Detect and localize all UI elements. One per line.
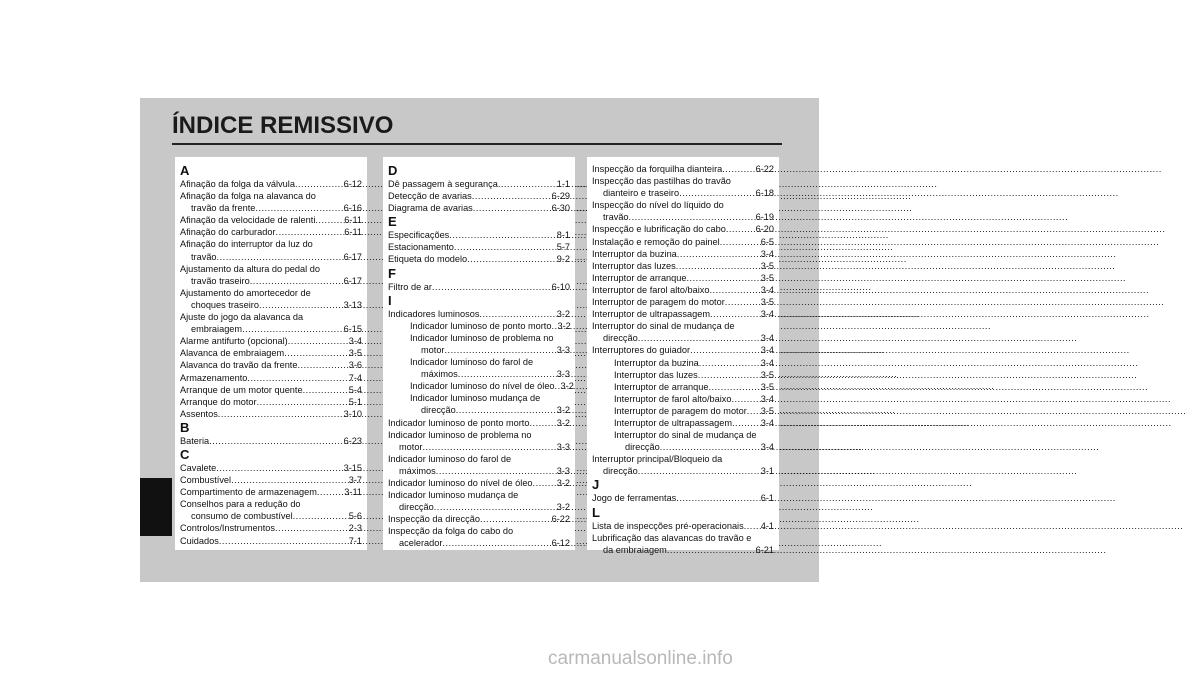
index-entry-text: Indicador luminoso do farol de	[388, 453, 512, 464]
index-entry	[388, 477, 570, 489]
dot-leader	[255, 202, 343, 214]
index-page-number: 3-2	[556, 417, 570, 428]
index-entry-text: travão	[603, 212, 629, 223]
index-entry-text: direcção	[625, 442, 660, 453]
index-entry	[180, 396, 362, 408]
dot-leader	[744, 520, 761, 532]
index-letter-heading: J	[592, 477, 600, 493]
index-entry-text: Interruptores do guiador	[592, 345, 691, 356]
index-entry-text: Indicador luminoso mudança de	[388, 490, 519, 501]
index-page-number: 6-17	[343, 251, 362, 262]
dot-leader	[720, 236, 761, 248]
index-entry-text: Lista de inspecções pré-operacionais	[592, 520, 744, 531]
index-page-number: 6-5	[760, 236, 774, 247]
dot-leader	[687, 272, 761, 284]
index-entry-text: Inspecção da folga do cabo do	[388, 526, 514, 537]
index-page-number: 3-3	[556, 465, 570, 476]
index-entry-text: Alavanca de embraiagem	[180, 348, 285, 359]
index-entry	[388, 441, 570, 453]
index-entry	[180, 275, 362, 287]
dot-leader	[295, 178, 344, 190]
index-entry-text: Indicador luminoso de problema no	[388, 429, 532, 440]
index-page-number: 4-1	[760, 520, 774, 531]
dot-leader	[638, 332, 761, 344]
index-entry-text: choques traseiro	[191, 299, 259, 310]
index-entry	[592, 223, 774, 235]
index-page-number: 6-12	[343, 179, 362, 189]
dot-leader	[690, 344, 761, 356]
index-entry	[592, 284, 774, 296]
dot-leader	[219, 535, 349, 547]
dot-leader	[247, 372, 348, 384]
index-letter-heading: E	[388, 214, 397, 230]
index-page-number: 3-2	[556, 477, 570, 488]
index-page-number: 3-7	[348, 475, 362, 486]
index-entry	[180, 359, 362, 371]
index-column-3	[587, 157, 779, 555]
dot-leader	[529, 417, 556, 429]
index-entry-text: Conselhos para a redução do	[180, 499, 301, 510]
index-entry	[592, 405, 774, 417]
dot-leader	[709, 381, 761, 393]
index-page-number: 3-6	[348, 360, 362, 371]
index-entry	[180, 347, 362, 359]
index-entry	[388, 308, 570, 320]
index-page-number: 3-2	[556, 502, 570, 513]
index-page-number: 3-4	[760, 309, 774, 320]
index-entry-text: direcção	[399, 502, 434, 513]
dot-leader	[209, 435, 343, 447]
index-entry-text: Interruptor de arranque	[592, 272, 687, 283]
index-entry-text: embraiagem	[191, 324, 243, 335]
index-page-number: 3-4	[760, 393, 774, 404]
index-entry-text: Interruptor da buzina	[592, 248, 677, 259]
index-entry	[180, 335, 362, 347]
index-entry	[592, 236, 774, 248]
index-entry	[180, 510, 362, 522]
dot-leader	[442, 537, 551, 549]
index-entry-text: Interruptor principal/Bloqueio da	[592, 454, 723, 465]
index-entry	[592, 260, 774, 272]
index-page-number: 3-5	[348, 348, 362, 359]
index-page-number: 7-4	[348, 372, 362, 383]
dot-leader	[660, 441, 761, 453]
index-page-number: 6-17	[343, 275, 362, 286]
index-entry	[388, 178, 570, 190]
page-title: ÍNDICE REMISSIVO	[172, 112, 394, 139]
index-entry	[592, 344, 774, 356]
index-entry-text: Ajuste do jogo da alavanca da	[180, 312, 304, 323]
index-entry-text: Lubrificação das alavancas do travão e	[592, 532, 752, 543]
index-entry	[592, 417, 774, 429]
index-entry	[388, 281, 570, 293]
index-entry	[180, 202, 362, 214]
dot-leader	[432, 281, 552, 293]
index-page-number: 8-1	[556, 230, 570, 241]
index-entry	[592, 332, 774, 344]
index-entry-text: Indicador luminoso do nível de óleo	[388, 477, 533, 488]
index-entry-text: Interruptor de arranque	[614, 381, 709, 392]
index-entry	[388, 202, 570, 214]
index-entry	[180, 178, 362, 190]
dot-leader	[676, 492, 760, 504]
index-entry-text: direcção	[421, 405, 456, 416]
index-page-number: 1-1	[556, 179, 570, 189]
index-entry	[592, 308, 774, 320]
index-page-number: 3-13	[343, 299, 362, 310]
index-entry-text: travão da frente	[191, 203, 256, 214]
index-letter-heading: A	[180, 163, 190, 178]
dot-leader	[218, 408, 344, 420]
index-entry	[180, 384, 362, 396]
index-entry-text: máximos	[421, 369, 458, 380]
index-entry-text: Interruptor do sinal de mudança de	[592, 321, 735, 332]
index-page-number: 3-3	[556, 369, 570, 380]
dot-leader	[217, 251, 344, 263]
index-page-number: 3-5	[760, 297, 774, 308]
index-entry	[388, 344, 570, 356]
index-entry-text: Interruptor de farol alto/baixo	[592, 284, 710, 295]
dot-leader	[445, 344, 557, 356]
index-entry-text: Alavanca do travão da frente	[180, 360, 298, 371]
dot-leader	[259, 299, 344, 311]
dot-leader	[679, 187, 756, 199]
index-page-number: 3-2	[556, 405, 570, 416]
index-entry	[592, 272, 774, 284]
index-entry	[180, 214, 362, 226]
index-entry	[180, 474, 362, 486]
index-page-number: 9-2	[556, 254, 570, 265]
index-entry	[388, 368, 570, 380]
index-page-number: 5-7	[556, 242, 570, 253]
index-page-number: 3-5	[760, 260, 774, 271]
index-entry-text: máximos	[399, 465, 436, 476]
index-page-number: 2-3	[348, 523, 362, 534]
index-entry	[388, 229, 570, 241]
index-entry	[388, 417, 570, 429]
index-column-2	[383, 157, 575, 550]
index-page-number: 6-1	[760, 493, 774, 504]
index-entry	[388, 241, 570, 253]
index-letter-heading: D	[388, 163, 398, 178]
index-entry	[592, 520, 774, 532]
index-entry-text: Cuidados	[180, 535, 219, 546]
index-page-number: 6-30	[551, 203, 570, 214]
index-page-number: 3-4	[760, 248, 774, 259]
index-page-number: 5-6	[348, 511, 362, 522]
index-entry-text: Inspecção e lubrificação do cabo	[592, 224, 726, 235]
index-page-number: 3-4	[760, 417, 774, 428]
index-letter-heading: I	[388, 292, 392, 308]
dot-leader	[275, 522, 349, 534]
dot-leader	[638, 465, 761, 477]
index-entry	[388, 253, 570, 265]
dot-leader	[467, 253, 557, 265]
index-entry	[180, 535, 362, 547]
index-entry-text: Indicador luminoso de ponto morto	[388, 417, 530, 428]
dot-leader	[710, 308, 761, 320]
dot-leader	[436, 465, 557, 477]
index-entry-text: travão	[191, 251, 217, 262]
index-page-number: 3-2	[557, 320, 571, 331]
index-entry-text: Instalação e remoção do painel	[592, 236, 720, 247]
dot-leader	[242, 323, 344, 335]
index-entry-text: Inspecção da forquilha dianteira	[592, 164, 723, 174]
index-page-number: 3-5	[760, 381, 774, 392]
dot-leader	[434, 501, 557, 513]
index-entry	[180, 226, 362, 238]
dot-leader	[722, 163, 755, 175]
index-entry	[388, 513, 570, 525]
index-entry	[592, 163, 774, 175]
index-page-number: 7-1	[348, 535, 362, 546]
index-entry-text: Arranque do motor	[180, 396, 257, 407]
index-entry-text: Alarme antifurto (opcional)	[180, 336, 288, 347]
index-page-number: 5-4	[348, 384, 362, 395]
index-entry	[592, 248, 774, 260]
index-entry	[180, 486, 362, 498]
index-entry-text: Compartimento de armazenagem	[180, 487, 317, 498]
index-entry	[592, 492, 774, 504]
index-entry	[592, 393, 774, 405]
index-page-number: 6-15	[343, 324, 362, 335]
index-entry-text: da embraiagem	[603, 544, 667, 555]
index-entry-text: Inspecção do nível do líquido do	[592, 200, 724, 211]
dot-leader	[699, 357, 761, 369]
index-entry	[388, 501, 570, 513]
index-column-1	[175, 157, 367, 550]
index-entry-text: Interruptor da buzina	[614, 357, 699, 368]
dot-leader	[747, 405, 761, 417]
index-page-number: 6-21	[755, 544, 774, 555]
index-page-number: 6-16	[343, 203, 362, 214]
dot-leader	[667, 544, 756, 556]
index-page-number: 3-1	[760, 466, 774, 477]
index-page-number: 6-19	[755, 212, 774, 223]
index-entry-text: Indicador luminoso de problema no	[410, 332, 554, 343]
index-entry-text: Filtro de ar	[388, 281, 432, 292]
index-entry-text: dianteiro e traseiro	[603, 188, 680, 199]
index-entry-text: Afinação do carburador	[180, 227, 276, 238]
index-entry-text: Afinação da folga na alavanca do	[180, 191, 316, 202]
index-page-number: 3-3	[556, 441, 570, 452]
index-entry	[592, 187, 774, 199]
index-entry	[180, 435, 362, 447]
index-entry	[180, 408, 362, 420]
dot-leader	[676, 260, 761, 272]
index-page-number: 3-3	[556, 344, 570, 355]
index-page-number: 3-10	[343, 408, 362, 419]
index-entry	[388, 404, 570, 416]
index-entry-text: acelerador	[399, 538, 443, 549]
index-entry	[592, 357, 774, 369]
index-entry-text: Interruptor do sinal de mudança de	[614, 430, 757, 441]
index-entry	[180, 251, 362, 263]
index-page-number: 3-2	[560, 381, 574, 392]
index-entry	[180, 462, 362, 474]
index-page-number: 6-22	[551, 514, 570, 525]
dot-leader	[698, 369, 761, 381]
index-entry	[592, 381, 774, 393]
index-entry-text: Indicador luminoso de ponto morto	[410, 320, 552, 331]
dot-leader	[456, 404, 557, 416]
index-entry	[592, 465, 774, 477]
index-entry-text: Etiqueta do modelo	[388, 254, 468, 265]
dot-leader	[288, 335, 349, 347]
index-entry-text: Bateria	[180, 435, 210, 446]
index-entry-text: Interruptor das luzes	[592, 260, 676, 271]
dot-leader	[533, 477, 557, 489]
index-entry	[592, 369, 774, 381]
index-entry-text: Indicador luminoso do farol de	[410, 357, 534, 368]
index-entry	[388, 320, 570, 332]
dot-leader	[449, 229, 556, 241]
index-page-number: 3-11	[344, 487, 362, 498]
index-entry-text: travão traseiro	[191, 275, 250, 286]
dot-leader	[257, 396, 349, 408]
dot-leader	[297, 359, 348, 371]
title-underline	[172, 143, 782, 145]
dot-leader	[498, 178, 557, 190]
dot-leader	[726, 223, 756, 235]
index-entry-text: direcção	[603, 466, 638, 477]
index-page-number: 3-5	[760, 272, 774, 283]
dot-leader	[423, 441, 557, 453]
index-entry-text: motor	[399, 441, 423, 452]
index-letter-heading: F	[388, 265, 396, 281]
dot-leader	[315, 214, 344, 226]
index-entry-text: Interruptor de farol alto/baixo	[614, 393, 732, 404]
index-entry	[592, 211, 774, 223]
index-entry-text: Arranque de um motor quente	[180, 384, 303, 395]
dot-leader	[303, 384, 349, 396]
index-entry-text: Inspecção da direcção	[388, 514, 480, 525]
index-entry-text: Jogo de ferramentas	[592, 493, 677, 504]
index-entry-text: Indicador luminoso do nível de óleo	[410, 381, 555, 392]
index-page-number: 3-5	[760, 405, 774, 416]
index-page-number: 6-18	[755, 188, 774, 199]
index-entry	[180, 372, 362, 384]
index-entry	[180, 522, 362, 534]
index-entry-text: Interruptor das luzes	[614, 369, 698, 380]
index-entry	[388, 190, 570, 202]
index-page-number: 3-4	[760, 333, 774, 344]
index-entry-text: Diagrama de avarias	[388, 203, 473, 214]
index-entry-text: consumo de combustível	[191, 511, 293, 522]
index-entry-text: Interruptor de ultrapassagem	[614, 417, 732, 428]
dot-leader	[284, 347, 349, 359]
index-entry-text: Ajustamento do amortecedor de	[180, 287, 311, 298]
index-page-number: 6-20	[755, 224, 774, 235]
index-entry	[388, 380, 574, 392]
dot-leader	[480, 513, 552, 525]
index-entry-text: Controlos/Instrumentos	[180, 523, 275, 534]
index-page-number: 6-11	[344, 215, 362, 226]
index-page-number: 3-4	[760, 345, 774, 356]
index-letter-heading: C	[180, 446, 190, 462]
watermark-text: carmanualsonline.info	[548, 648, 733, 669]
index-page-number: 3-4	[348, 336, 362, 347]
index-entry-text: Estacionamento	[388, 242, 454, 253]
index-entry-text: Assentos	[180, 408, 218, 419]
dot-leader	[231, 474, 349, 486]
index-entry-text: Especificações	[388, 230, 450, 241]
dot-leader	[458, 368, 557, 380]
index-entry	[180, 299, 362, 311]
index-entry-text: Indicador luminoso mudança de	[410, 393, 541, 404]
index-page-number: 3-4	[760, 284, 774, 295]
dot-leader	[293, 510, 349, 522]
index-page-number: 6-10	[551, 281, 570, 292]
index-entry-text: Afinação da velocidade de ralenti	[180, 215, 316, 226]
dot-leader	[709, 284, 760, 296]
index-entry-text: Afinação da folga da válvula	[180, 179, 295, 189]
index-entry-text: Interruptor de ultrapassagem	[592, 309, 710, 320]
index-page-number: 6-23	[343, 435, 362, 446]
index-entry	[388, 537, 570, 549]
index-page-number: 5-1	[348, 396, 362, 407]
index-entry-text: Interruptor de paragem do motor	[592, 297, 725, 308]
index-entry-text: Armazenamento	[180, 372, 248, 383]
dot-leader	[732, 417, 761, 429]
index-letter-heading: B	[180, 419, 190, 435]
dot-leader	[473, 202, 552, 214]
dot-leader	[216, 462, 343, 474]
dot-leader	[317, 486, 344, 498]
index-entry-text: Detecção de avarias	[388, 191, 472, 202]
index-page-number: 3-4	[760, 357, 774, 368]
index-page-number: 3-2	[556, 308, 570, 319]
index-entry-text: Cavalete	[180, 462, 217, 473]
index-entry-text: Combustível	[180, 475, 232, 486]
index-entry	[388, 465, 570, 477]
index-page-number: 3-4	[760, 442, 774, 453]
index-entry-text: Ajustamento da altura do pedal do	[180, 263, 320, 274]
dot-leader	[479, 308, 556, 320]
index-entry	[592, 296, 774, 308]
dot-leader	[472, 190, 552, 202]
dot-leader	[276, 226, 345, 238]
dot-leader	[677, 248, 761, 260]
section-tab-marker	[140, 478, 172, 536]
index-entry	[592, 544, 774, 556]
index-page-number: 3-5	[760, 369, 774, 380]
index-page-number: 6-22	[755, 164, 774, 174]
index-entry	[592, 441, 774, 453]
index-entry-text: Interruptor de paragem do motor	[614, 405, 747, 416]
index-page-number: 6-29	[551, 191, 570, 202]
index-entry-text: Dê passagem à segurança	[388, 179, 498, 189]
index-letter-heading: L	[592, 504, 600, 520]
index-entry-text: direcção	[603, 333, 638, 344]
index-page-number: 6-12	[551, 538, 570, 549]
index-entry-text: Inspecção das pastilhas do travão	[592, 176, 731, 187]
index-page-number: 3-15	[343, 462, 362, 473]
dot-leader	[629, 211, 756, 223]
index-entry-text: Indicadores luminosos	[388, 308, 480, 319]
dot-leader	[725, 296, 761, 308]
index-entry-text: Afinação do interruptor da luz do	[180, 239, 313, 250]
dot-leader	[250, 275, 344, 287]
dot-leader	[454, 241, 557, 253]
index-entry-text: motor	[421, 344, 445, 355]
index-entry	[180, 323, 362, 335]
index-page-number: 6-11	[344, 227, 362, 238]
dot-leader	[731, 393, 760, 405]
